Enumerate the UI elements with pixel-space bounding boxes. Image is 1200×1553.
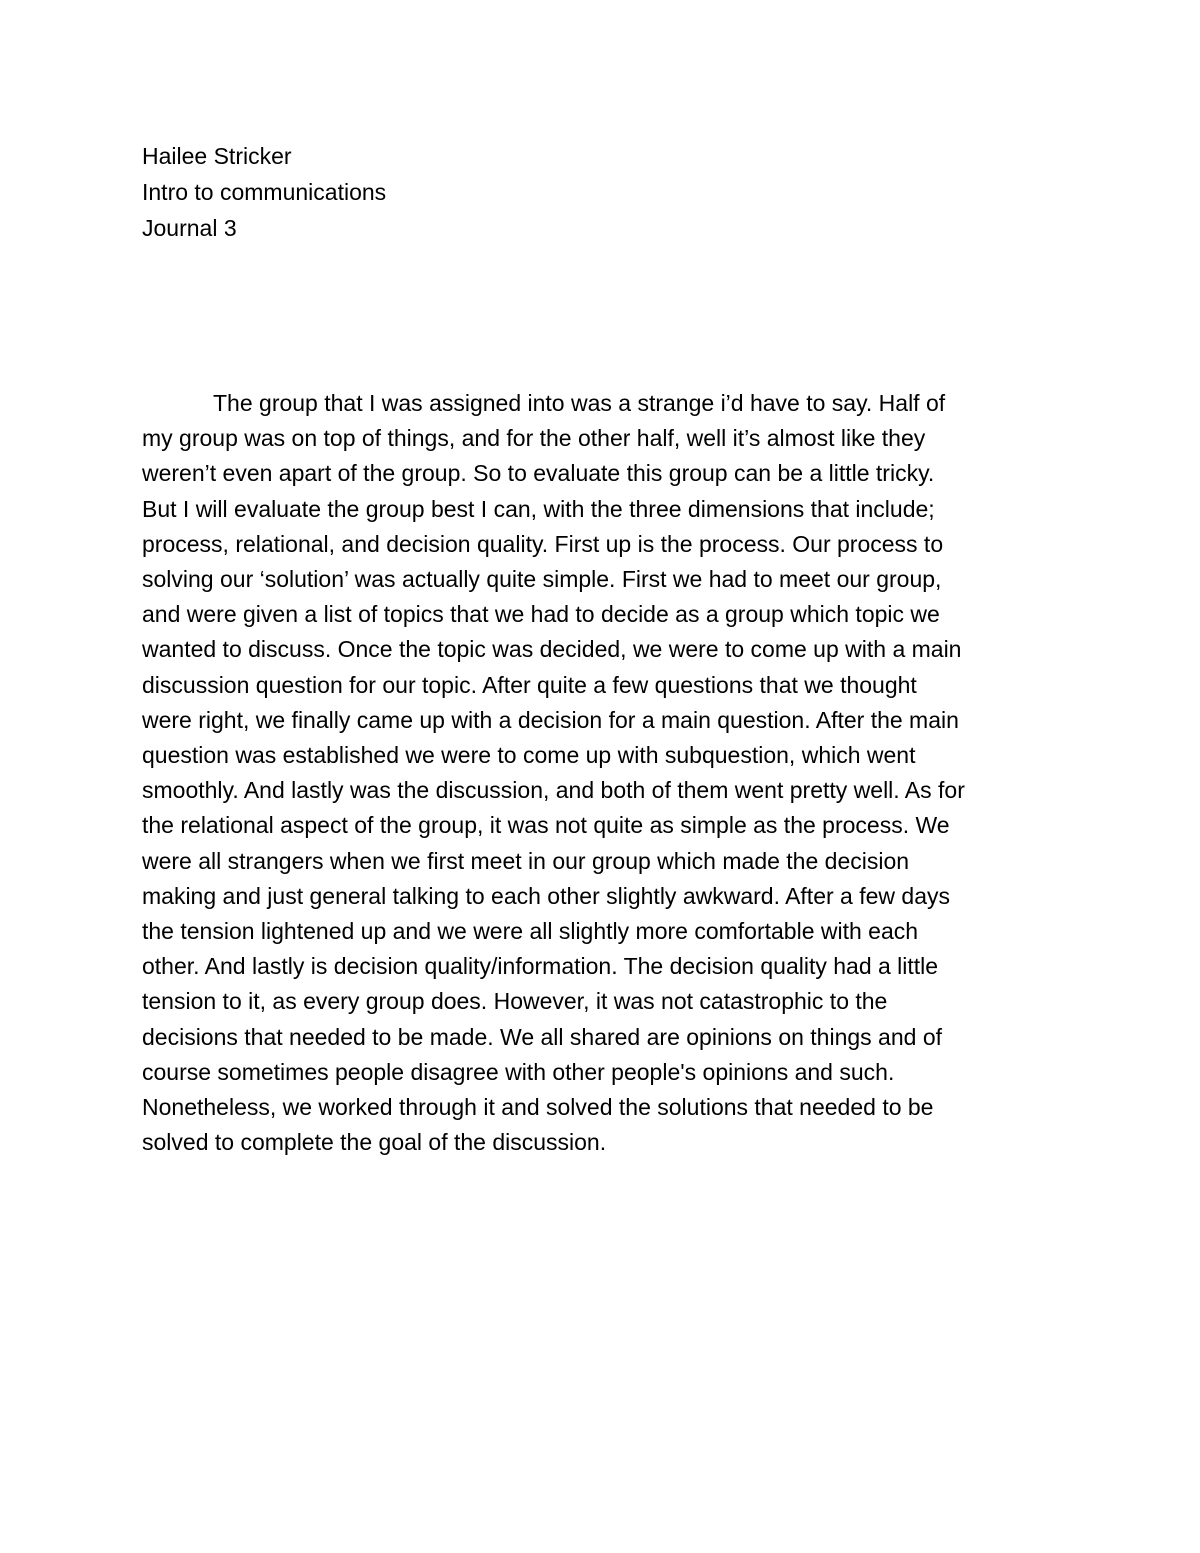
paragraph-line: other. And lastly is decision quality/information. The decision quality had a little <box>142 953 939 980</box>
paragraph-line: the relational aspect of the group, it was not quite as simple as the process. We <box>142 812 950 839</box>
paragraph-line: wanted to discuss. Once the topic was decided, we were to come up with a main <box>142 636 962 663</box>
paragraph-line: and were given a list of topics that we had to decide as a group which topic we <box>142 601 940 628</box>
paragraph-line: question was established we were to come up with subquestion, which went <box>142 742 916 769</box>
course-name: Intro to communications <box>142 179 387 205</box>
paragraph-line: making and just general talking to each other slightly awkward. After a few days <box>142 882 950 909</box>
paragraph-line: my group was on top of things, and for the other half, well it’s almost like they <box>142 425 926 452</box>
paragraph-line: The group that I was assigned into was a strange i’d have to say. Half of <box>213 390 946 416</box>
assignment-title: Journal 3 <box>142 215 237 241</box>
paragraph-line: course sometimes people disagree with other people's opinions and such. <box>142 1058 895 1085</box>
paragraph-line: solved to complete the goal of the discussion. <box>142 1129 607 1156</box>
paragraph-line: Nonetheless, we worked through it and solved the solutions that needed to be <box>142 1094 934 1121</box>
paragraph-line: But I will evaluate the group best I can, with the three dimensions that include; <box>142 495 935 522</box>
paragraph-line: solving our ‘solution’ was actually quite simple. First we had to meet our group, <box>142 566 942 593</box>
document-header <box>142 138 386 246</box>
paragraph-line: smoothly. And lastly was the discussion, and both of them went pretty well. As for <box>142 777 965 804</box>
paragraph-line: were all strangers when we first meet in our group which made the decision <box>142 847 910 874</box>
paragraph-line: the tension lightened up and we were all slightly more comfortable with each <box>142 918 919 945</box>
paragraph-line: process, relational, and decision quality. First up is the process. Our process to <box>142 530 944 557</box>
paragraph-line: were right, we finally came up with a decision for a main question. After the main <box>142 706 959 733</box>
paragraph-line: weren’t even apart of the group. So to evaluate this group can be a little tricky. <box>142 460 935 487</box>
paragraph-line: decisions that needed to be made. We all shared are opinions on things and of <box>142 1023 943 1050</box>
author-name: Hailee Stricker <box>142 143 292 169</box>
journal-paragraph <box>142 386 1072 1160</box>
paragraph-line: tension to it, as every group does. However, it was not catastrophic to the <box>142 988 888 1015</box>
paragraph-line: discussion question for our topic. After quite a few questions that we thought <box>142 671 917 698</box>
